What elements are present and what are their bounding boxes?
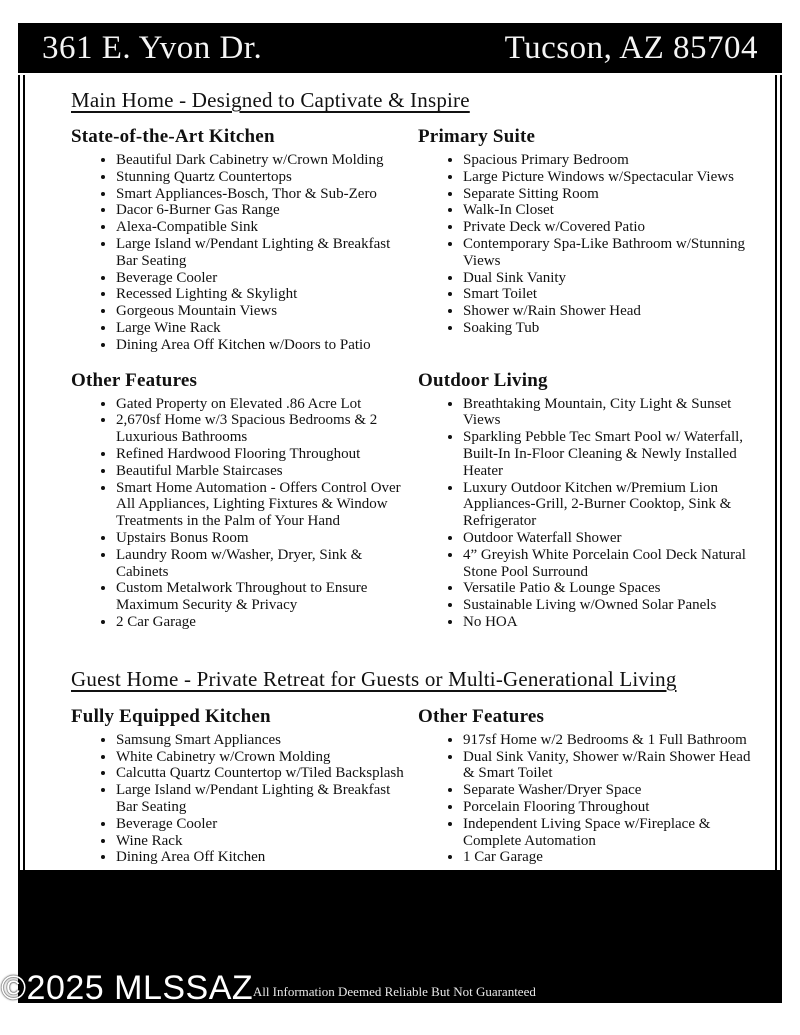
feature-item: • Dual Sink Vanity, Shower w/Rain Shower Head & Smart Toilet [463, 749, 751, 783]
feature-item: • Contemporary Spa-Like Bathroom w/Stunning Views [463, 236, 751, 270]
feature-list-guest-kitchen [71, 732, 418, 866]
feature-item: • Smart Appliances-Bosch, Thor & Sub-Zero [116, 186, 412, 203]
feature-item: • Laundry Room w/Washer, Dryer, Sink & Cabinets [116, 547, 412, 581]
feature-item: • Smart Home Automation - Offers Control Over All Appliances, Lighting Fixtures & Window Treatments in the Palm of Your Hand [116, 480, 412, 530]
main-home-title: Main Home - Designed to Captivate & Inspire [71, 88, 470, 112]
feature-item: • Custom Metalwork Throughout to Ensure Maximum Security & Privacy [116, 580, 412, 614]
feature-item: • Large Picture Windows w/Spectacular Views [463, 169, 751, 186]
feature-item: • 2 Car Garage [116, 614, 412, 631]
feature-item: • Alexa-Compatible Sink [116, 219, 412, 236]
section-heading-kitchen: State-of-the-Art Kitchen [71, 126, 275, 147]
feature-item: • Outdoor Waterfall Shower [463, 530, 751, 547]
feature-item: • Separate Washer/Dryer Space [463, 782, 751, 799]
section-heading-guest-kitchen: Fully Equipped Kitchen [71, 705, 271, 727]
feature-item: • Spacious Primary Bedroom [463, 152, 751, 169]
copyright-watermark: ©2025 MLSSAZ [1, 969, 254, 1007]
feature-item: • Dual Sink Vanity [463, 270, 751, 287]
feature-item: • 917sf Home w/2 Bedrooms & 1 Full Bathroom [463, 732, 751, 749]
feature-item: • Beautiful Marble Staircases [116, 463, 412, 480]
main-home-row-2 [71, 370, 757, 647]
feature-item: • Sustainable Living w/Owned Solar Panels [463, 597, 751, 614]
section-other-features-main [71, 370, 418, 631]
feature-item: • Independent Living Space w/Fireplace & Complete Automation [463, 816, 751, 850]
feature-list-outdoor-living [418, 396, 757, 631]
guest-home-title: Guest Home - Private Retreat for Guests or Multi-Generational Living [71, 666, 677, 691]
feature-item: • 4” Greyish White Porcelain Cool Deck Natural Stone Pool Surround [463, 547, 751, 581]
feature-item: • Beautiful Dark Cabinetry w/Crown Molding [116, 152, 412, 169]
feature-item: • Luxury Outdoor Kitchen w/Premium Lion Appliances-Grill, 2-Burner Cooktop, Sink & Refrigerator [463, 480, 751, 530]
feature-item: • Breathtaking Mountain, City Light & Sunset Views [463, 396, 751, 430]
feature-item: • Samsung Smart Appliances [116, 732, 412, 749]
feature-item: • Separate Sitting Room [463, 186, 751, 203]
section-heading-guest-other-features: Other Features [418, 705, 545, 727]
feature-list-primary-suite [418, 152, 757, 337]
section-guest-kitchen [71, 706, 418, 866]
feature-item: • Dining Area Off Kitchen w/Doors to Patio [116, 337, 412, 354]
feature-item: • Large Island w/Pendant Lighting & Breakfast Bar Seating [116, 782, 412, 816]
feature-item: • Gated Property on Elevated .86 Acre Lot [116, 396, 412, 413]
feature-item: • Dacor 6-Burner Gas Range [116, 202, 412, 219]
feature-item: • No HOA [463, 614, 751, 631]
feature-item: • Wine Rack [116, 833, 412, 850]
feature-item: • Gorgeous Mountain Views [116, 303, 412, 320]
feature-list-guest-other-features [418, 732, 757, 866]
feature-item: • White Cabinetry w/Crown Molding [116, 749, 412, 766]
feature-list-kitchen [71, 152, 418, 354]
feature-item: • Beverage Cooler [116, 270, 412, 287]
content-area [18, 75, 782, 870]
section-guest-other-features [418, 706, 757, 866]
guest-home-row [71, 706, 757, 870]
section-kitchen [71, 126, 418, 354]
feature-item: • Calcutta Quartz Countertop w/Tiled Backsplash [116, 765, 412, 782]
feature-item: • Large Wine Rack [116, 320, 412, 337]
feature-item: • Large Island w/Pendant Lighting & Breakfast Bar Seating [116, 236, 412, 270]
feature-item: • Upstairs Bonus Room [116, 530, 412, 547]
feature-item: • Soaking Tub [463, 320, 751, 337]
feature-item: • Porcelain Flooring Throughout [463, 799, 751, 816]
feature-item: • Stunning Quartz Countertops [116, 169, 412, 186]
feature-item: • Versatile Patio & Lounge Spaces [463, 580, 751, 597]
feature-item: • 2,670sf Home w/3 Spacious Bedrooms & 2 Luxurious Bathrooms [116, 412, 412, 446]
feature-item: • Recessed Lighting & Skylight [116, 286, 412, 303]
section-outdoor-living [418, 370, 757, 631]
section-heading-primary-suite: Primary Suite [418, 126, 536, 147]
section-heading-outdoor-living: Outdoor Living [418, 369, 548, 391]
feature-item: • 1 Car Garage [463, 849, 751, 866]
main-home-row-1 [71, 126, 757, 370]
disclaimer-text: All Information Deemed Reliable But Not Guaranteed [252, 984, 536, 999]
feature-item: • Sparkling Pebble Tec Smart Pool w/ Waterfall, Built-In In-Floor Cleaning & Newly Installed Heater [463, 429, 751, 479]
section-primary-suite [418, 126, 757, 354]
feature-item: • Walk-In Closet [463, 202, 751, 219]
feature-item: • Private Deck w/Covered Patio [463, 219, 751, 236]
feature-item: • Refined Hardwood Flooring Throughout [116, 446, 412, 463]
feature-item: • Beverage Cooler [116, 816, 412, 833]
property-address: 361 E. Yvon Dr. [42, 29, 263, 66]
header-bar [18, 23, 782, 73]
feature-item: • Smart Toilet [463, 286, 751, 303]
section-heading-other-features-main: Other Features [71, 369, 198, 391]
feature-list-other-features-main [71, 396, 418, 631]
property-location: Tucson, AZ 85704 [504, 29, 758, 66]
feature-item: • Dining Area Off Kitchen [116, 849, 412, 866]
feature-item: • Shower w/Rain Shower Head [463, 303, 751, 320]
